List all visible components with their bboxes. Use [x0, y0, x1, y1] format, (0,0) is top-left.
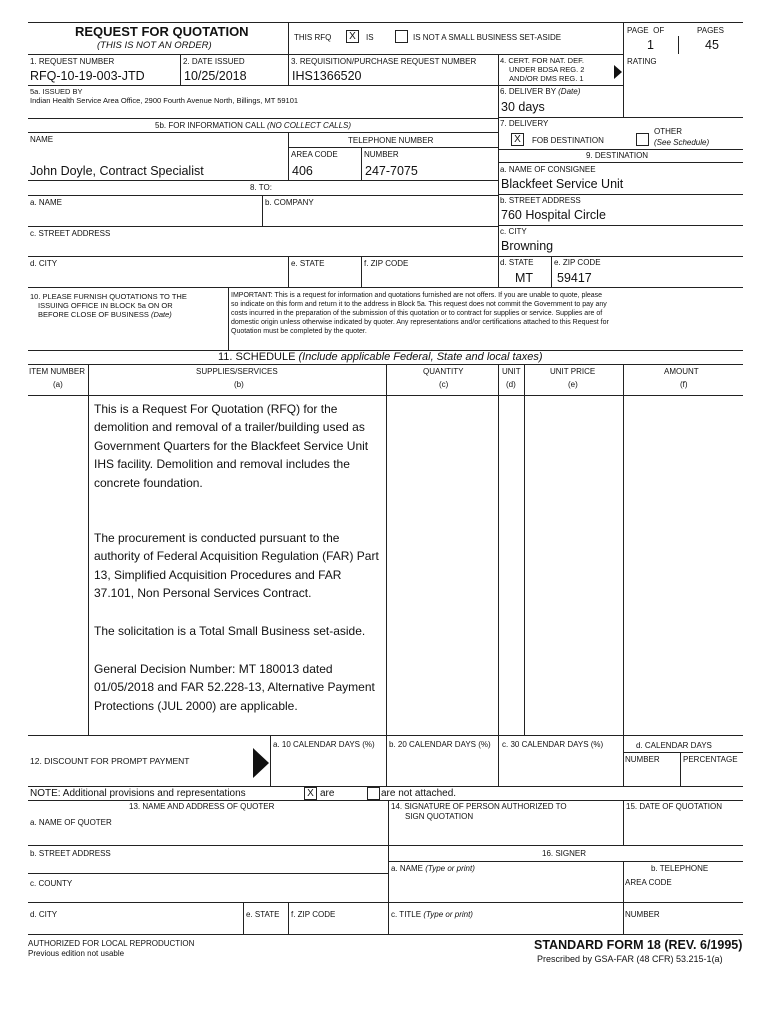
page-number: 1 — [647, 38, 654, 52]
dest-zip-value[interactable]: 59417 — [557, 271, 592, 285]
date-issued-value[interactable]: 10/25/2018 — [184, 69, 247, 83]
col-unit-price-sub: (e) — [568, 380, 578, 389]
dest-zip-label: e. ZIP CODE — [554, 258, 601, 267]
to-company-label: b. COMPANY — [265, 198, 314, 207]
is-not-set-aside-checkbox[interactable] — [395, 30, 408, 43]
destination-label: 9. DESTINATION — [586, 151, 649, 160]
schedule-heading — [218, 351, 542, 363]
furnish-line-2: ISSUING OFFICE IN BLOCK 5a ON OR — [38, 301, 173, 310]
quoter-city-label: d. CITY — [30, 910, 58, 919]
requisition-label: 3. REQUISITION/PURCHASE REQUEST NUMBER — [291, 57, 477, 66]
contact-name-value[interactable]: John Doyle, Contract Specialist — [30, 164, 204, 178]
col-quantity-sub: (c) — [439, 380, 449, 389]
col-amount-sub: (f) — [680, 380, 688, 389]
form-subtitle: (THIS IS NOT AN ORDER) — [97, 40, 212, 51]
discount-20-days-label: b. 20 CALENDAR DAYS (%) — [389, 740, 491, 749]
discount-30-days-label: c. 30 CALENDAR DAYS (%) — [502, 740, 604, 749]
furnish-line-3-italic: (Date) — [150, 310, 172, 319]
col-supplies-header: SUPPLIES/SERVICES — [196, 367, 278, 376]
request-number-value[interactable]: RFQ-10-19-003-JTD — [30, 69, 145, 83]
footer-reproduction: AUTHORIZED FOR LOCAL REPRODUCTION — [28, 939, 195, 948]
provisions-are-checkbox[interactable]: X — [304, 787, 317, 800]
name-label: NAME — [30, 135, 54, 144]
signer-title-label-italic: (Type or print) — [423, 910, 473, 919]
deliver-by-label-text: 6. DELIVER BY — [500, 87, 556, 96]
quoter-name-label: a. NAME OF QUOTER — [30, 818, 112, 827]
total-pages: 45 — [705, 38, 719, 52]
to-label: 8. TO: — [250, 183, 272, 192]
dest-street-label: b. STREET ADDRESS — [500, 196, 581, 205]
area-code-value[interactable]: 406 — [292, 164, 313, 178]
this-rfq-label: THIS RFQ — [294, 33, 332, 42]
signer-title-label — [391, 910, 473, 919]
other-delivery-checkbox[interactable] — [636, 133, 649, 146]
dest-city-value[interactable]: Browning — [501, 239, 554, 253]
telephone-label: TELEPHONE NUMBER — [348, 136, 434, 145]
is-label: IS — [366, 33, 374, 42]
quoter-address-label: 13. NAME AND ADDRESS OF QUOTER — [129, 802, 275, 811]
requisition-value[interactable]: IHS1366520 — [292, 69, 362, 83]
form-title: REQUEST FOR QUOTATION — [75, 24, 249, 39]
discount-arrow-icon — [253, 748, 269, 778]
discount-label: 12. DISCOUNT FOR PROMPT PAYMENT — [30, 756, 190, 766]
signer-title-label-text: c. TITLE — [391, 910, 422, 919]
footer-previous-edition: Previous edition not usable — [28, 949, 125, 958]
quoter-county-label: c. COUNTY — [30, 879, 73, 888]
phone-number-value[interactable]: 247-7075 — [365, 164, 418, 178]
rating-label: RATING — [627, 57, 657, 66]
important-line-2: so indicate on this form and return it to the address in Block 5a. This request does not commit the Government to pay any — [231, 301, 607, 308]
dest-street-value[interactable]: 760 Hospital Circle — [501, 208, 606, 222]
dest-state-value[interactable]: MT — [515, 271, 534, 285]
footer-form-name: STANDARD FORM 18 (REV. 6/1995) — [534, 938, 743, 952]
cert-line-2: UNDER BDSA REG. 2 — [509, 65, 585, 74]
number-label: NUMBER — [364, 150, 399, 159]
to-street-label: c. STREET ADDRESS — [30, 229, 111, 238]
note-prefix: NOTE: Additional provisions and representations — [30, 788, 246, 799]
col-unit-sub: (d) — [506, 380, 516, 389]
to-state-label: e. STATE — [291, 259, 325, 268]
other-label: OTHER — [654, 127, 682, 136]
provisions-are-not-checkbox[interactable] — [367, 787, 380, 800]
col-unit-price-header: UNIT PRICE — [550, 367, 596, 376]
col-item-number-header: ITEM NUMBER — [29, 367, 85, 376]
col-unit-header: UNIT — [502, 367, 521, 376]
schedule-description-1: This is a Request For Quotation (RFQ) for the demolition and removal of a trailer/building used as Government Quarters for the Blackfeet Service Unit IHS facility. Demolition and removal includes the concrete foundation. — [94, 402, 369, 490]
signer-label: 16. SIGNER — [542, 849, 587, 858]
discount-number-label: NUMBER — [625, 755, 660, 764]
furnish-line-3-text: BEFORE CLOSE OF BUSINESS — [38, 310, 149, 319]
of-label-text: OF — [653, 26, 665, 35]
important-line-1: IMPORTANT: This is a request for information and quotations furnished are not offers. If you are unable to quote, please — [231, 292, 603, 299]
footer-prescribed: Prescribed by GSA-FAR (48 CFR) 53.215-1(a) — [537, 954, 723, 964]
important-line-3: costs incurred in the preparation of the submission of this quotation or to contract for supplies or service. Supplies are of — [231, 310, 603, 317]
schedule-description-2: The procurement is conducted pursuant to the authority of Federal Acquisition Regulation (FAR) Part 13, Simplified Acquisition Procedures and FAR 37.101, Non Personal Services Contract. — [94, 531, 379, 601]
consignee-value[interactable]: Blackfeet Service Unit — [501, 177, 624, 191]
cert-line-3: AND/OR DMS REG. 1 — [509, 74, 584, 83]
signature-label-2: SIGN QUOTATION — [405, 812, 474, 821]
dest-state-label: d. STATE — [500, 258, 534, 267]
schedule-description-4: General Decision Number: MT 180013 dated 01/05/2018 and FAR 52.228-13, Alternative Payment Protections (JUL 2000) are applicable. — [94, 662, 375, 713]
to-zip-label: f. ZIP CODE — [364, 259, 409, 268]
schedule-description-3: The solicitation is a Total Small Business set-aside. — [94, 624, 366, 638]
furnish-line-3 — [38, 310, 172, 319]
signer-area-code-label: AREA CODE — [625, 878, 672, 887]
info-call-label-italic: (NO COLLECT CALLS) — [267, 121, 352, 130]
fob-destination-label: FOB DESTINATION — [532, 136, 604, 145]
date-of-quotation-label: 15. DATE OF QUOTATION — [626, 802, 723, 811]
info-call-label-text: 5b. FOR INFORMATION CALL — [155, 121, 265, 130]
important-line-5: Quotation must be completed by the quoter. — [231, 328, 367, 335]
deliver-by-label — [500, 87, 580, 96]
cert-line-1: 4. CERT. FOR NAT. DEF. — [500, 56, 584, 65]
dest-city-label: c. CITY — [500, 227, 527, 236]
is-set-aside-checkbox[interactable]: X — [346, 30, 359, 43]
page-label — [627, 26, 664, 35]
signer-name-label — [391, 864, 475, 873]
signer-telephone-label: b. TELEPHONE — [651, 864, 709, 873]
to-name-label: a. NAME — [30, 198, 63, 207]
col-amount-header: AMOUNT — [664, 367, 699, 376]
quoter-street-label: b. STREET ADDRESS — [30, 849, 111, 858]
discount-calendar-days-label: d. CALENDAR DAYS — [636, 741, 712, 750]
signer-number-label: NUMBER — [625, 910, 660, 919]
col-supplies-sub: (b) — [234, 380, 244, 389]
quoter-zip-label: f. ZIP CODE — [291, 910, 336, 919]
discount-percentage-label: PERCENTAGE — [683, 755, 738, 764]
schedule-heading-italic: (Include applicable Federal, State and local taxes) — [298, 351, 543, 363]
discount-10-days-label: a. 10 CALENDAR DAYS (%) — [273, 740, 375, 749]
signature-label-1: 14. SIGNATURE OF PERSON AUTHORIZED TO — [391, 802, 567, 811]
note-are-label: are — [320, 788, 335, 799]
other-see-schedule: (See Schedule) — [654, 138, 710, 147]
furnish-line-1: 10. PLEASE FURNISH QUOTATIONS TO THE — [30, 292, 187, 301]
deliver-by-value[interactable]: 30 days — [501, 100, 545, 114]
delivery-label: 7. DELIVERY — [500, 119, 549, 128]
col-quantity-header: QUANTITY — [423, 367, 464, 376]
info-call-label — [155, 121, 351, 130]
issued-by-value[interactable]: Indian Health Service Area Office, 2900 Fourth Avenue North, Billings, MT 59101 — [30, 96, 299, 105]
cert-arrow-icon — [614, 65, 622, 79]
col-item-number-sub: (a) — [53, 380, 63, 389]
page-label-text: PAGE — [627, 26, 649, 35]
is-not-label: IS NOT A SMALL BUSINESS SET-ASIDE — [413, 33, 562, 42]
signer-name-label-text: a. NAME — [391, 864, 424, 873]
request-number-label: 1. REQUEST NUMBER — [30, 57, 115, 66]
note-are-not-label: are not attached. — [381, 788, 457, 799]
important-line-4: domestic origin unless otherwise indicated by quoter. Any representations and/or certifications attached to this Request for — [231, 319, 609, 326]
fob-destination-checkbox[interactable]: X — [511, 133, 524, 146]
area-code-label: AREA CODE — [291, 150, 338, 159]
date-issued-label: 2. DATE ISSUED — [183, 57, 245, 66]
consignee-label: a. NAME OF CONSIGNEE — [500, 165, 596, 174]
issued-by-label: 5a. ISSUED BY — [30, 87, 83, 96]
to-city-label: d. CITY — [30, 259, 58, 268]
signer-name-label-italic: (Type or print) — [425, 864, 475, 873]
deliver-by-label-italic: (Date) — [558, 87, 581, 96]
quoter-state-label: e. STATE — [246, 910, 280, 919]
schedule-heading-text: 11. SCHEDULE — [218, 351, 296, 363]
pages-label: PAGES — [697, 26, 724, 35]
